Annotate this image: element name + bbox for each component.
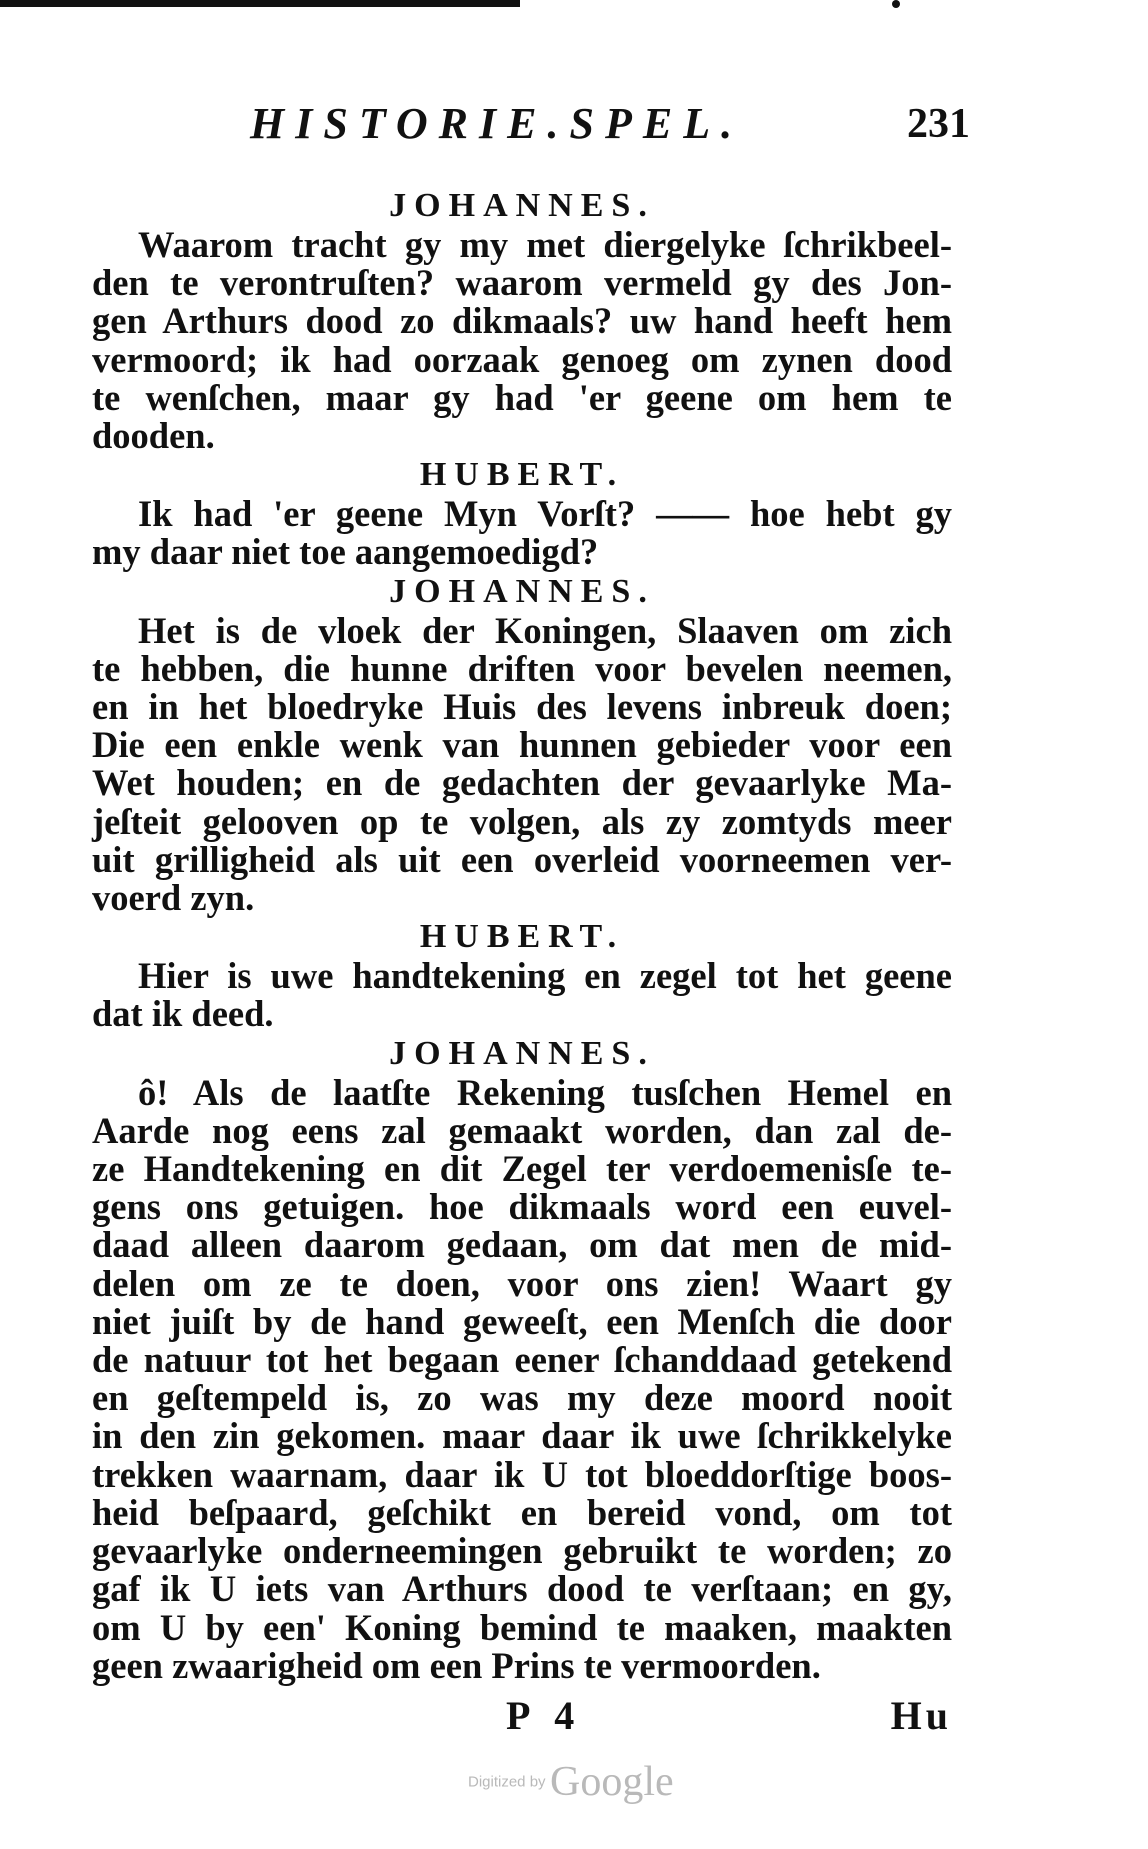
- text-line: Het is de vloek der Koningen, Slaaven om zich: [138, 609, 952, 651]
- dialogue-text: [92, 186, 952, 1685]
- watermark-brand: Google: [550, 1759, 674, 1805]
- text-line: ô! Als de laatſte Rekening tusſchen Hemel en: [138, 1071, 952, 1113]
- page-footer: [92, 1692, 952, 1742]
- text-line: ze Handtekening en dit Zegel ter verdoemenisſe te-: [92, 1148, 952, 1190]
- text-line: Hier is uwe handtekening en zegel tot het geene: [138, 955, 952, 997]
- text-line: Aarde nog eens zal gemaakt worden, dan zal de-: [92, 1109, 952, 1151]
- text-line: dat ik deed.: [92, 993, 274, 1035]
- text-line: delen om ze te doen, voor ons zien! Waart gy: [92, 1262, 952, 1304]
- text-line: de natuur tot het begaan eener ſchanddaad getekend: [92, 1339, 952, 1381]
- text-line: en in het bloedryke Huis des levens inbreuk doen;: [92, 686, 952, 728]
- text-line: te hebben, die hunne driften voor bevelen neemen,: [92, 647, 952, 689]
- text-line: Die een enkle wenk van hunnen gebieder voor een: [92, 724, 952, 766]
- text-line: heid beſpaard, geſchikt en bereid vond, om tot: [92, 1491, 952, 1533]
- text-line: in den zin gekomen. maar daar ik uwe ſchrikkelyke: [92, 1415, 952, 1457]
- text-line: daad alleen daarom gedaan, om dat men de mid-: [92, 1224, 952, 1266]
- speaker-heading: HUBERT.: [419, 918, 625, 956]
- text-line: Wet houden; en de gedachten der gevaarlyke Ma-: [92, 762, 952, 804]
- text-line: te wenſchen, maar gy had 'er geene om hem te: [92, 376, 952, 418]
- page-number: 231: [907, 101, 970, 147]
- speaker-heading: JOHANNES.: [389, 187, 655, 224]
- text-line: Ik had 'er geene Myn Vorſt? —— hoe hebt gy: [138, 493, 952, 535]
- text-line: vermoord; ik had oorzaak genoeg om zynen dood: [92, 338, 952, 380]
- top-border-rule: [0, 0, 520, 7]
- text-line: en geſtempeld is, zo was my deze moord nooit: [92, 1377, 952, 1419]
- running-title: HISTORIE.SPEL.: [250, 99, 744, 148]
- text-line: gens ons getuigen. hoe dikmaals word een euvel-: [92, 1186, 952, 1228]
- text-line: geen zwaarigheid om een Prins te vermoorden.: [92, 1644, 821, 1686]
- text-line: gevaarlyke onderneemingen gebruikt te worden; zo: [92, 1530, 952, 1572]
- text-line: niet juiſt by de hand geweeſt, een Menſch die door: [92, 1300, 952, 1342]
- text-line: jeſteit gelooven op te volgen, als zy zomtyds meer: [92, 800, 952, 842]
- text-line: trekken waarnam, daar ik U tot bloeddorſtige boos-: [92, 1453, 952, 1495]
- text-line: den te verontruſten? waarom vermeld gy des Jon-: [92, 262, 952, 304]
- page-header: [250, 98, 970, 158]
- speaker-heading: HUBERT.: [419, 456, 625, 494]
- text-line: uit grilligheid als uit een overleid voorneemen ver-: [92, 838, 952, 880]
- ink-mark: [892, 0, 900, 8]
- speaker-heading: JOHANNES.: [389, 572, 655, 610]
- text-line: voerd zyn.: [92, 877, 255, 919]
- signature-mark: P 4: [506, 1693, 583, 1738]
- text-line: dooden.: [92, 415, 215, 457]
- speaker-heading: JOHANNES.: [389, 1034, 655, 1072]
- catchword: Hu: [890, 1693, 952, 1738]
- digitized-watermark: [468, 1758, 674, 1806]
- text-line: gen Arthurs dood zo dikmaals? uw hand heeft hem: [92, 300, 952, 342]
- watermark-prefix: Digitized by: [468, 1773, 546, 1791]
- text-line: my daar niet toe aangemoedigd?: [92, 531, 599, 573]
- text-line: gaf ik U iets van Arthurs dood te verſtaan; en gy,: [92, 1568, 952, 1610]
- text-line: om U by een' Koning bemind te maaken, maakten: [92, 1606, 952, 1648]
- text-line: Waarom tracht gy my met diergelyke ſchrikbeel-: [138, 224, 952, 265]
